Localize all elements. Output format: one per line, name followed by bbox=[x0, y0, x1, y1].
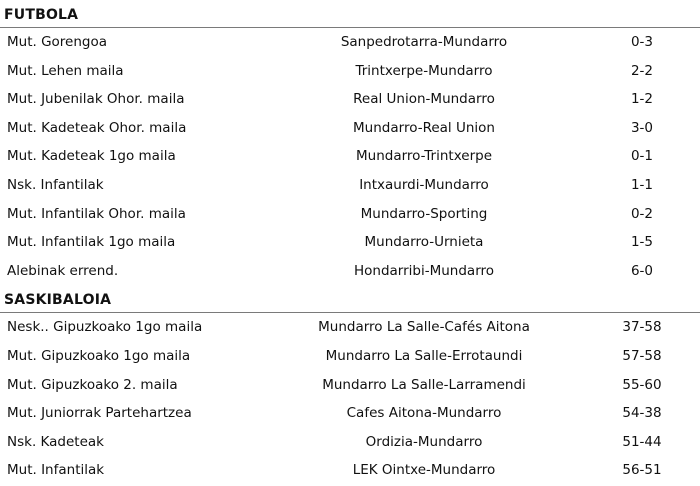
category-label: Mut. Jubenilak Ohor. maila bbox=[7, 91, 185, 108]
category-label: Mut. Gipuzkoako 1go maila bbox=[7, 347, 191, 364]
result-row bbox=[0, 371, 700, 400]
score-label: 51-44 bbox=[622, 433, 662, 450]
score-label: 1-2 bbox=[630, 91, 654, 108]
category-label: Mut. Juniorrak Partehartzea bbox=[7, 405, 192, 422]
score-label: 1-1 bbox=[630, 176, 654, 193]
category-label: Mut. Kadeteak Ohor. maila bbox=[7, 119, 187, 136]
score-label: 0-2 bbox=[630, 205, 654, 222]
category-label: Mut. Kadeteak 1go maila bbox=[7, 148, 176, 165]
section-title-saskibaloia: SASKIBALOIA bbox=[0, 285, 700, 313]
category-label: Mut. Gorengoa bbox=[7, 34, 108, 50]
match-label: Hondarribi-Mundarro bbox=[353, 262, 495, 279]
score-label: 37-58 bbox=[622, 319, 662, 336]
results-list-futbola bbox=[0, 28, 700, 285]
match-label: Intxaurdi-Mundarro bbox=[359, 176, 489, 193]
category-label: Mut. Lehen maila bbox=[7, 62, 124, 79]
match-label: Real Union-Mundarro bbox=[353, 91, 495, 108]
match-label: Mundarro-Urnieta bbox=[364, 234, 484, 251]
result-row bbox=[0, 57, 700, 86]
result-row bbox=[0, 142, 700, 171]
category-label: Mut. Gipuzkoako 2. maila bbox=[7, 376, 178, 393]
section-title-futbola: FUTBOLA bbox=[0, 0, 700, 28]
result-row bbox=[0, 171, 700, 200]
match-label: Sanpedrotarra-Mundarro bbox=[340, 34, 508, 50]
score-label: 0-3 bbox=[630, 34, 654, 50]
result-row bbox=[0, 28, 700, 57]
category-label: Mut. Infantilak bbox=[7, 462, 105, 479]
score-label: 2-2 bbox=[630, 62, 654, 79]
match-label: LEK Ointxe-Mundarro bbox=[352, 462, 496, 479]
result-row bbox=[0, 342, 700, 371]
score-label: 3-0 bbox=[630, 119, 654, 136]
result-row bbox=[0, 114, 700, 143]
match-label: Mundarro-Real Union bbox=[353, 119, 495, 136]
score-label: 57-58 bbox=[622, 347, 662, 364]
match-label: Mundarro-Trintxerpe bbox=[355, 148, 493, 165]
result-row bbox=[0, 228, 700, 257]
category-label: Alebinak errend. bbox=[7, 262, 119, 279]
result-row bbox=[0, 456, 700, 485]
category-label: Nsk. Infantilak bbox=[7, 176, 104, 193]
result-row bbox=[0, 399, 700, 428]
results-list-saskibaloia bbox=[0, 313, 700, 485]
result-row bbox=[0, 257, 700, 286]
score-label: 56-51 bbox=[622, 462, 662, 479]
result-row bbox=[0, 200, 700, 229]
match-label: Cafes Aitona-Mundarro bbox=[346, 405, 502, 422]
score-label: 55-60 bbox=[622, 376, 662, 393]
match-label: Mundarro La Salle-Cafés Aitona bbox=[318, 319, 530, 336]
match-label: Mundarro La Salle-Larramendi bbox=[322, 376, 526, 393]
match-label: Ordizia-Mundarro bbox=[365, 433, 483, 450]
category-label: Mut. Infantilak 1go maila bbox=[7, 234, 176, 251]
result-row bbox=[0, 313, 700, 342]
category-label: Nsk. Kadeteak bbox=[7, 433, 104, 450]
result-row bbox=[0, 428, 700, 457]
result-row bbox=[0, 85, 700, 114]
score-label: 0-1 bbox=[630, 148, 654, 165]
score-label: 6-0 bbox=[630, 262, 654, 279]
section-saskibaloia bbox=[0, 285, 700, 485]
score-label: 1-5 bbox=[630, 234, 654, 251]
match-label: Mundarro-Sporting bbox=[360, 205, 488, 222]
match-label: Trintxerpe-Mundarro bbox=[355, 62, 493, 79]
category-label: Mut. Infantilak Ohor. maila bbox=[7, 205, 186, 222]
category-label: Nesk.. Gipuzkoako 1go maila bbox=[7, 319, 203, 336]
match-label: Mundarro La Salle-Errotaundi bbox=[325, 347, 523, 364]
score-label: 54-38 bbox=[622, 405, 662, 422]
